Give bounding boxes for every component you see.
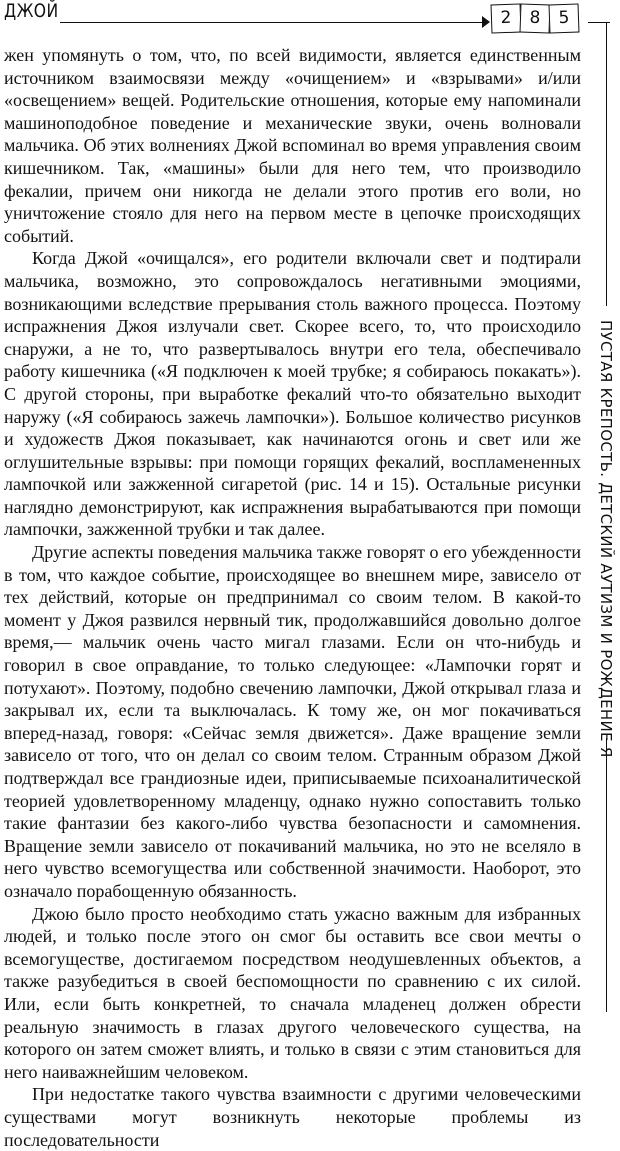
paragraph: жен упомянуть о том, что, по всей видимости, является единственным источником взаимосвязи между «очищением» и «взрывами» и/или «освещением» вещей. Родительские отношения, которые ему напоминали машиноподобное поведение и механические звуки, очень волновали мальчика. Об этих волнениях Джой вспоминал во время управления своим кишечником. Так, «машины» были для него тем, что производило фекалии, причем они никогда не делали этого против его воли, но уничтожение стояло для него на первом месте в цепочке происходящих событий. <box>4 45 581 246</box>
page-number <box>491 4 578 33</box>
paragraph: Другие аспекты поведения мальчика также говорят о его убежденности в том, что каждое событие, происходящее во внешнем мире, зависело от тех действий, которые он предпринимал со своим телом. В какой-то момент у Джоя развился нервный тик, продолжавшийся довольно долгое время,— мальчик очень часто мигал глазами. Если он что-нибудь и говорил в свое оправдание, то только следующее: «Лампочки горят и потухают». Поэтому, подобно свечению лампочки, Джой открывал глаза и закрывал их, если та выключалась. К тому же, он мог покачиваться вперед-назад, говоря: «Сейчас земля движется». Даже вращение земли зависело от того, что он делал со своим телом. Странным образом Джой подтверждал все грандиозные идеи, приписываемые психоаналитической теорией удовлетворенному младенцу, однако нужно сопоставить только такие фантазии без какого-либо чувства безопасности и самомнения. Вращение земли зависело от покачиваний мальчика, но это не вселяло в него чувство всемогущества или собственной значимости. Наоборот, это означало порабощенную обязанность. <box>4 542 581 901</box>
paragraph: При недостатке такого чувства взаимности с другими человеческими существами могут возникнуть некоторые проблемы из последовательности <box>4 1084 581 1150</box>
header-rule <box>60 22 488 23</box>
page-digit: 2 <box>491 3 522 33</box>
page-digit: 8 <box>520 3 551 33</box>
running-head: ДЖОЙ <box>4 0 59 22</box>
paragraph: Джою было просто необходимо стать ужасно важным для избранных людей, и только после этого он смог бы оставить все свои мечты о всемогуществе, достигаемом посредством неодушевленных объектов, а также разубедиться в своей беспомощности по сравнению с их силой. Или, если быть конкретней, то сначала младенец должен обрести реальную значимость в глазах другого человеческого существа, на которого он затем сможет влиять, и только в связи с этим становиться для него наиважнейшим человеком. <box>4 903 581 1082</box>
body-text <box>4 44 581 1151</box>
paragraph: Когда Джой «очищался», его родители включали свет и подтирали мальчика, возможно, это сопровождалось негативными эмоциями, возникающими вследствие прерывания столь важного процесса. Поэтому испражнения Джоя излучали свет. Скорее всего, то, что происходило снаружи, а не то, что развертывалось внутри его тела, обеспечивало работу кишечника («Я подключен к моей трубке; я собираюсь покакать»). С другой стороны, при выработке фекалий что-то обязательно выходит наружу («Я собираюсь зажечь лампочки»). Большое количество рисунков и художеств Джоя показывает, как начинаются огонь и свет или же оглушительные взрывы: при помощи горящих фекалий, воспламененных лампочкой или зажженной сигаретой (рис. 14 и 15). Остальные рисунки наглядно демонстрируют, как испражнения вырабатываются при помощи лампочки, зажженной трубки и так далее. <box>4 248 581 540</box>
side-rule-bottom <box>606 738 607 1012</box>
side-running-title: ПУСТАЯ КРЕПОСТЬ. ДЕТСКИЙ АУТИЗМ И РОЖДЕНИЕ Я <box>597 320 615 758</box>
header-arrow-icon <box>482 16 490 28</box>
page-digit: 5 <box>549 3 580 33</box>
side-rule-top <box>606 22 607 306</box>
